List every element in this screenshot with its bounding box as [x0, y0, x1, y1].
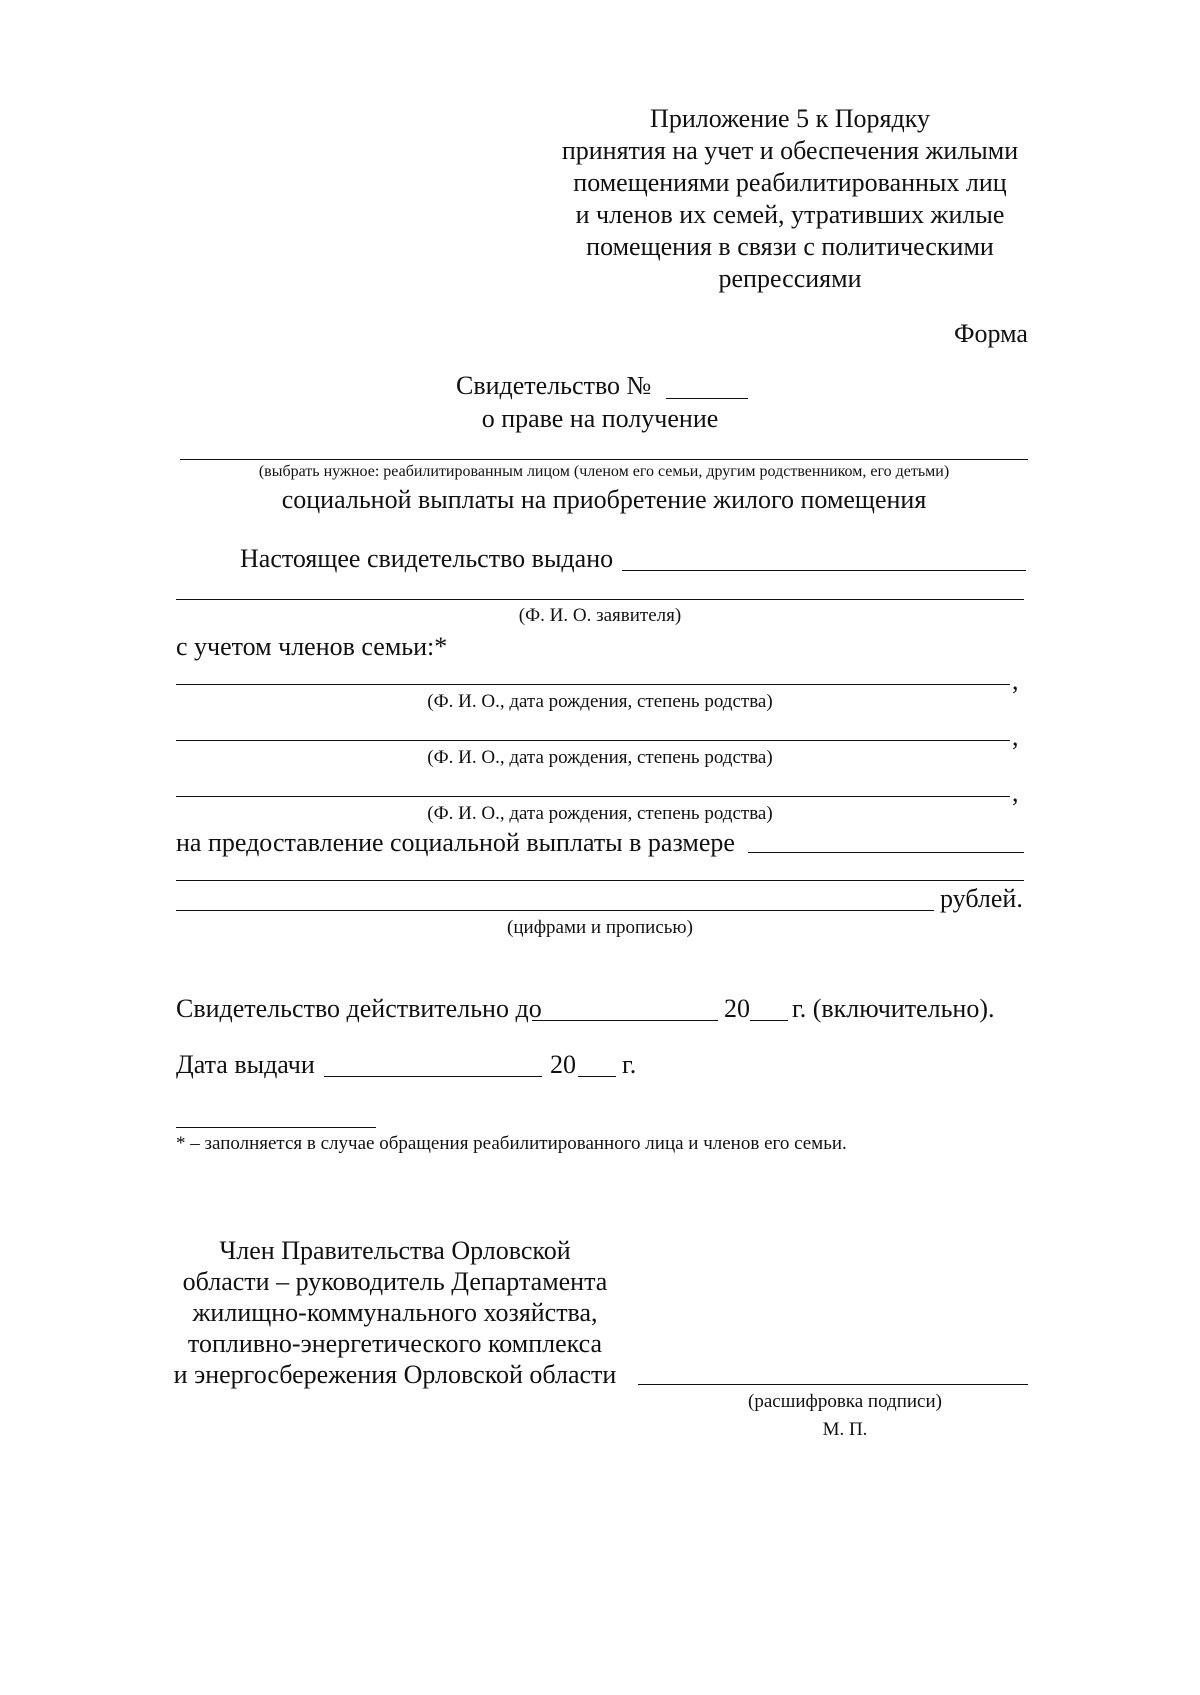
signature-field[interactable] [638, 1384, 1028, 1385]
signatory-line: Член Правительства Орловской [219, 1236, 571, 1265]
field-comma: , [1012, 666, 1019, 695]
valid-until-label: Свидетельство действительно до [176, 994, 542, 1023]
family-member-hint: (Ф. И. О., дата рождения, степень родства) [427, 803, 773, 824]
appendix-line: репрессиями [718, 264, 862, 293]
signatory-line: и энергосбережения Орловской области [173, 1360, 617, 1389]
rubles-label: рублей. [940, 884, 1023, 913]
appendix-line: принятия на учет и обеспечения жилыми [561, 136, 1019, 165]
recipient-type-hint: (выбрать нужное: реабилитированным лицом (членом его семьи, другим родственником, его детьми) [258, 463, 950, 480]
seal-label: М. П. [822, 1419, 868, 1440]
issue-date-suffix: г. [622, 1050, 637, 1079]
appendix-line: и членов их семей, утративших жилые [575, 200, 1005, 229]
valid-until-century: 20 [724, 994, 750, 1023]
valid-until-year-field[interactable] [750, 1020, 788, 1021]
valid-until-suffix: г. (включительно). [792, 994, 995, 1023]
family-member-field[interactable] [176, 796, 1010, 797]
family-member-hint: (Ф. И. О., дата рождения, степень родства) [427, 747, 773, 768]
appendix-line: помещениями реабилитированных лиц [573, 168, 1007, 197]
payment-amount-field[interactable] [176, 910, 934, 911]
payment-amount-field[interactable] [176, 880, 1024, 881]
family-members-label: с учетом членов семьи:* [176, 632, 448, 661]
valid-until-date-field[interactable] [532, 1020, 718, 1021]
signatory-line: области – руководитель Департамента [182, 1267, 608, 1296]
field-comma: , [1012, 778, 1019, 807]
issued-to-label: Настоящее свидетельство выдано [240, 544, 614, 573]
signature-hint: (расшифровка подписи) [748, 1391, 942, 1412]
payment-amount-label: на предоставление социальной выплаты в размере [176, 828, 735, 857]
certificate-number-field[interactable] [666, 398, 748, 399]
appendix-line: Приложение 5 к Порядку [650, 104, 930, 133]
signatory-line: топливно-энергетического комплекса [187, 1329, 603, 1358]
form-label: Форма [954, 319, 1028, 348]
family-member-field[interactable] [176, 740, 1010, 741]
field-comma: , [1012, 722, 1019, 751]
applicant-name-hint: (Ф. И. О. заявителя) [518, 605, 682, 626]
payment-amount-hint: (цифрами и прописью) [507, 917, 693, 938]
certificate-subtitle: о праве на получение [481, 404, 719, 433]
appendix-line: помещения в связи с политическими [586, 232, 994, 261]
recipient-type-field[interactable] [180, 459, 1028, 460]
issue-date-field[interactable] [324, 1076, 542, 1077]
family-member-hint: (Ф. И. О., дата рождения, степень родства) [427, 691, 773, 712]
issue-year-field[interactable] [578, 1076, 616, 1077]
issue-date-label: Дата выдачи [176, 1050, 315, 1079]
certificate-title: Свидетельство № [456, 371, 652, 400]
family-member-field[interactable] [176, 684, 1010, 685]
certificate-purpose: социальной выплаты на приобретение жилого помещения [281, 485, 927, 514]
signatory-line: жилищно-коммунального хозяйства, [192, 1298, 598, 1327]
footnote-separator [176, 1127, 376, 1128]
issue-date-century: 20 [550, 1050, 576, 1079]
issued-to-field[interactable] [622, 570, 1026, 571]
footnote: * – заполняется в случае обращения реабилитированного лица и членов его семьи. [176, 1133, 847, 1154]
applicant-name-field[interactable] [176, 599, 1024, 600]
payment-amount-field[interactable] [748, 852, 1024, 853]
